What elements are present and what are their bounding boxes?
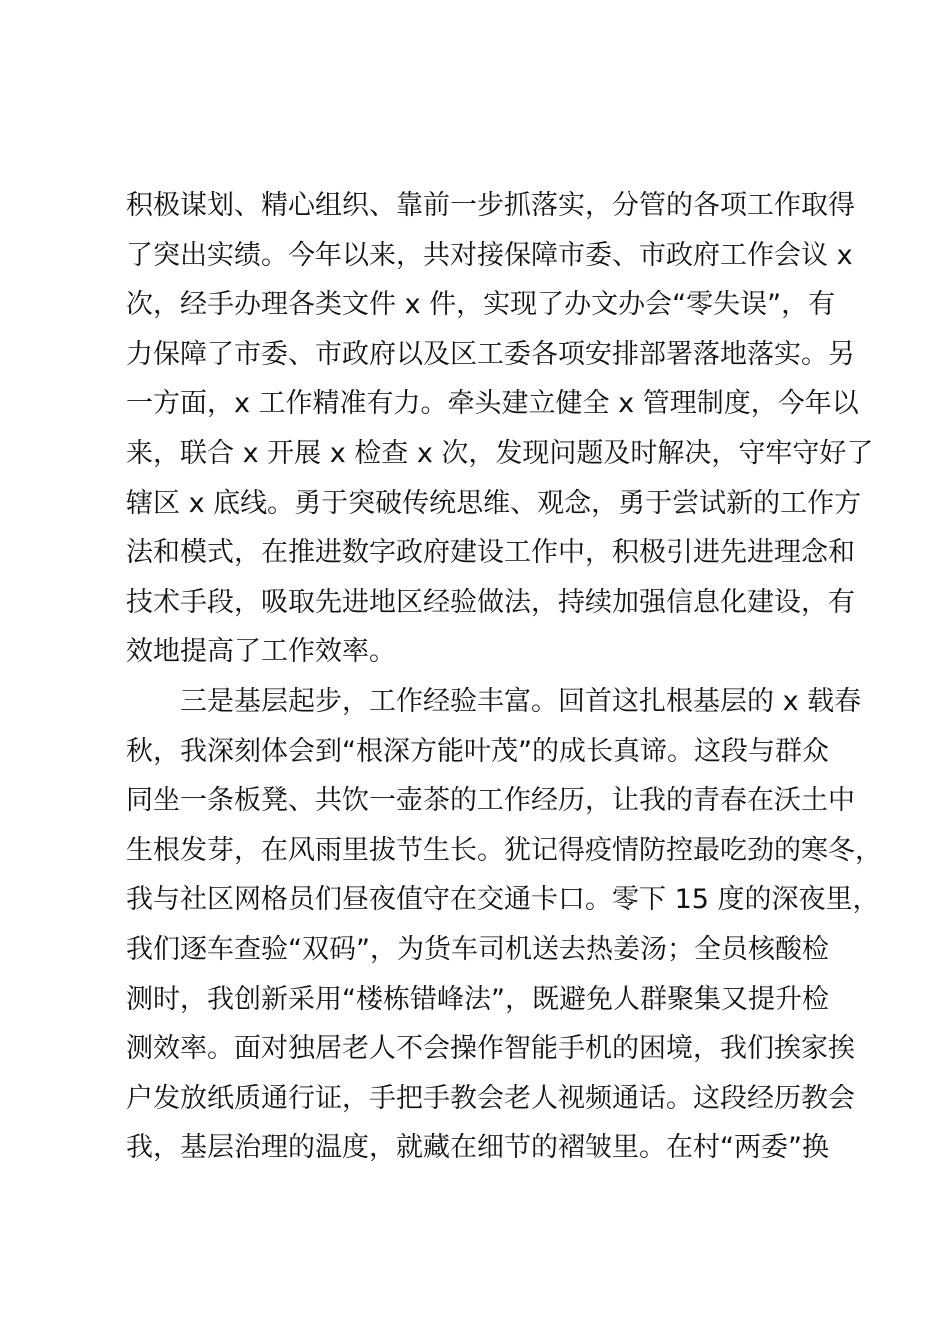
- text-line: 效地提高了工作效率。: [126, 636, 396, 668]
- text-line: 来，联合 x 开展 x 检查 x 次，发现问题及时解决，守牢守好了: [126, 437, 874, 469]
- text-line: 力保障了市委、市政府以及区工委各项安排部署落地落实。另: [126, 338, 855, 370]
- text-line: 辖区 x 底线。勇于突破传统思维、观念，勇于尝试新的工作方: [126, 487, 862, 519]
- text-line: 测效率。面对独居老人不会操作智能手机的困境，我们挨家挨: [126, 1033, 855, 1065]
- text-line: 一方面，x 工作精准有力。牵头建立健全 x 管理制度，今年以: [126, 388, 859, 420]
- text-line: 户发放纸质通行证，手把手教会老人视频通话。这段经历教会: [126, 1082, 855, 1114]
- text-line: 积极谋划、精心组织、靠前一步抓落实，分管的各项工作取得: [126, 190, 855, 221]
- text-line: 我，基层治理的温度，就藏在细节的褶皱里。在村“两委”换: [126, 1132, 829, 1164]
- text-line: 我们逐车查验“双码”，为货车司机送去热姜汤；全员核酸检: [126, 933, 829, 965]
- paragraph-start-line: 三是基层起步，工作经验丰富。回首这扎根基层的 x 载春: [180, 685, 862, 717]
- text-line: 秋，我深刻体会到“根深方能叶茂”的成长真谛。这段与群众: [126, 735, 829, 767]
- text-line: 我与社区网格员们昼夜值守在交通卡口。零下 15 度的深夜里，: [126, 884, 880, 916]
- text-line: 次，经手办理各类文件 x 件，实现了办文办会“零失误”，有: [126, 289, 836, 321]
- text-line: 技术手段，吸取先进地区经验做法，持续加强信息化建设，有: [126, 586, 855, 618]
- text-line: 法和模式，在推进数字政府建设工作中，积极引进先进理念和: [126, 537, 855, 569]
- text-line: 生根发芽，在风雨里拔节生长。犹记得疫情防控最吃劲的寒冬，: [126, 834, 882, 866]
- text-line: 了突出实绩。今年以来，共对接保障市委、市政府工作会议 x: [126, 239, 853, 271]
- text-line: 测时，我创新采用“楼栋错峰法”，既避免人群聚集又提升检: [126, 983, 829, 1015]
- document-body: [126, 181, 882, 1173]
- text-line: 同坐一条板凳、共饮一壶茶的工作经历，让我的青春在沃土中: [126, 785, 855, 817]
